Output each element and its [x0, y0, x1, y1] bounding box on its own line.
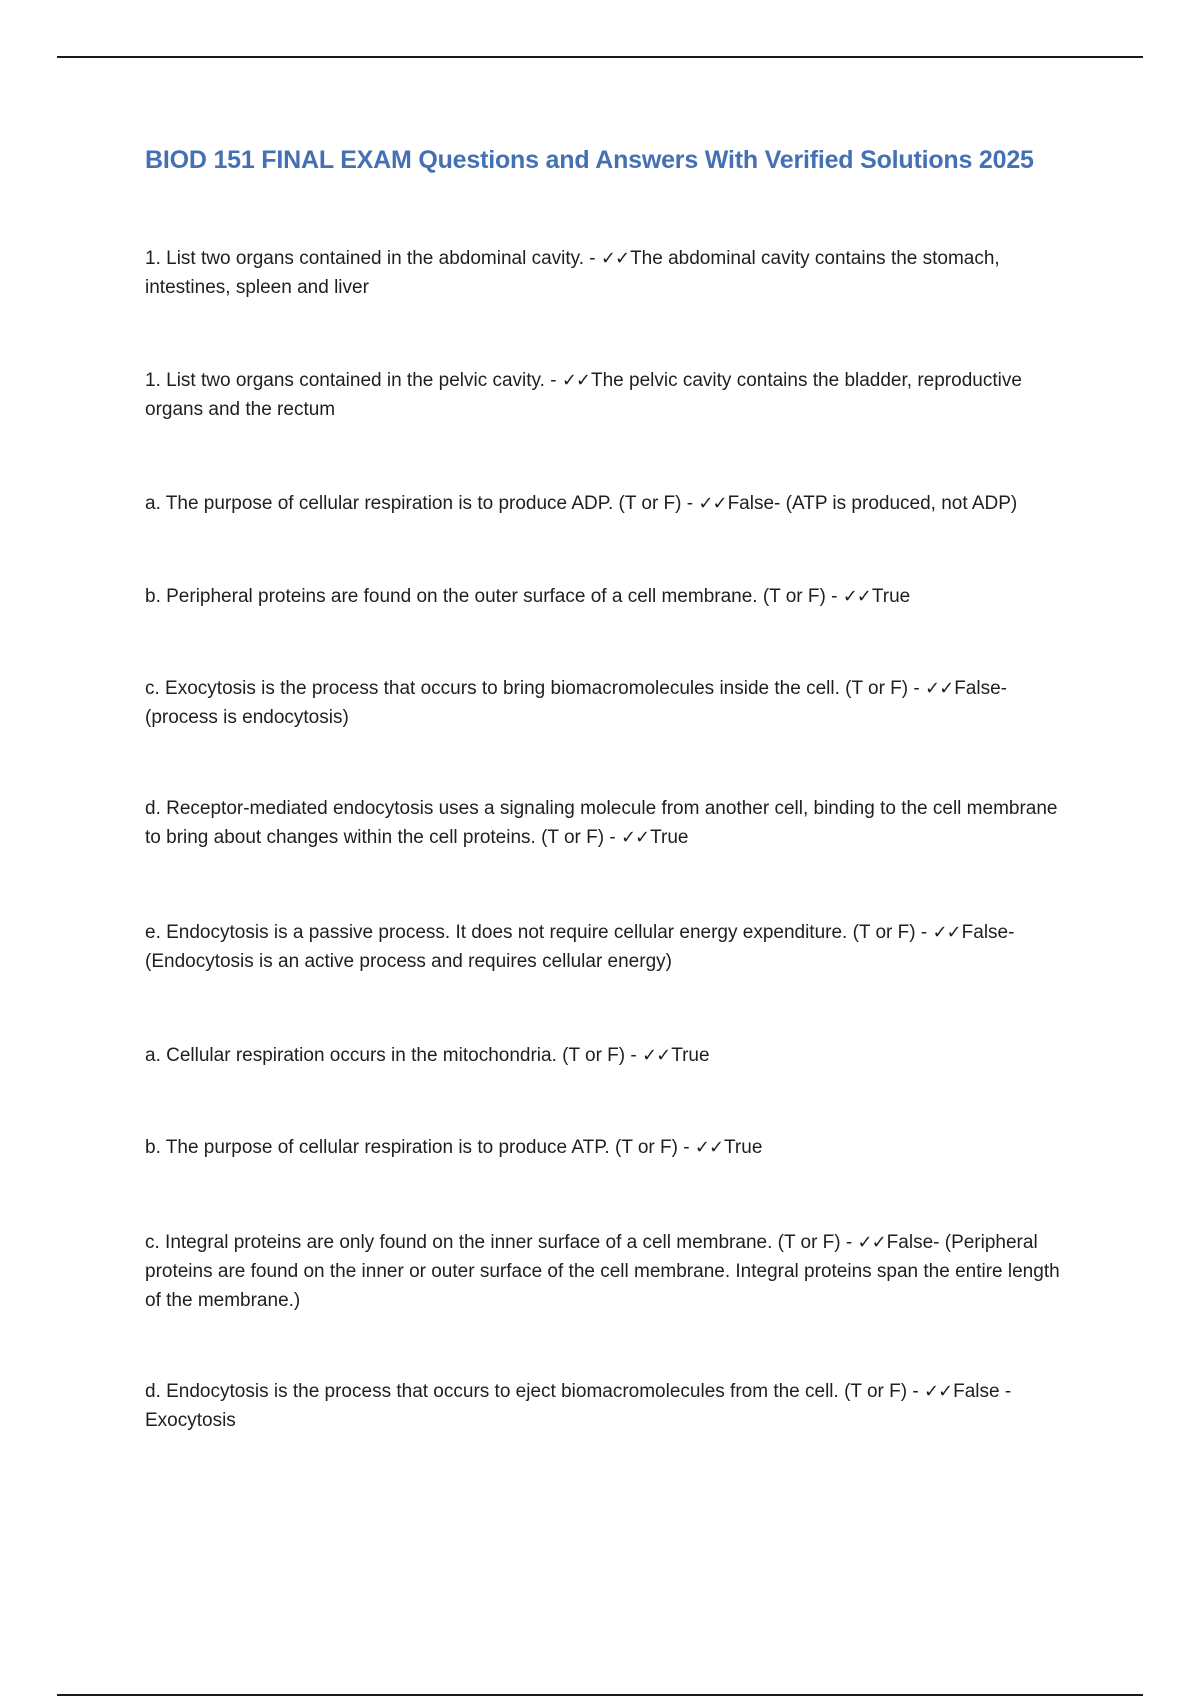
answer-text: True: [871, 586, 911, 607]
question-text: b. Peripheral proteins are found on the outer surface of a cell membrane. (T or F): [145, 586, 826, 607]
answer-text: False- (ATP is produced, not ADP): [727, 493, 1018, 514]
double-check-icon: ✓✓: [842, 586, 871, 607]
qa-item-6: [145, 794, 1075, 852]
separator: -: [584, 248, 601, 269]
qa-item-2: [145, 366, 1075, 424]
question-text: d. Endocytosis is the process that occurs to eject biomacromolecules from the cell. (T or F): [145, 1381, 908, 1402]
question-text: 1. List two organs contained in the abdominal cavity.: [145, 248, 585, 269]
separator: -: [915, 922, 933, 943]
qa-item-4: [145, 582, 1075, 611]
answer-text: True: [671, 1045, 710, 1066]
double-check-icon: ✓✓: [925, 678, 954, 699]
qa-item-8: [145, 1041, 1075, 1070]
separator: -: [604, 827, 621, 848]
answer-text: False- (Peripheral proteins are found on the inner or outer surface of the cell membrane. Integral proteins span the entire length of the membrane.): [145, 1232, 1060, 1311]
separator: -: [908, 678, 926, 699]
qa-item-7: [145, 918, 1075, 976]
qa-item-11: [145, 1377, 1075, 1435]
separator: -: [825, 586, 843, 607]
double-check-icon: ✓✓: [561, 370, 590, 391]
answer-text: False- (Endocytosis is an active process and requires cellular energy): [145, 922, 1015, 972]
qa-item-5: [145, 674, 1075, 732]
double-check-icon: ✓✓: [620, 827, 650, 848]
separator: -: [681, 493, 699, 514]
double-check-icon: ✓✓: [923, 1381, 953, 1402]
question-text: a. Cellular respiration occurs in the mitochondria. (T or F): [145, 1045, 626, 1066]
double-check-icon: ✓✓: [694, 1137, 724, 1158]
question-text: e. Endocytosis is a passive process. It does not require cellular energy expenditure. (T or F): [145, 922, 916, 943]
question-text: c. Integral proteins are only found on the inner surface of a cell membrane. (T or F): [145, 1232, 841, 1253]
answer-text: The pelvic cavity contains the bladder, reproductive organs and the rectum: [145, 370, 1022, 420]
answer-text: True: [650, 827, 689, 848]
separator: -: [625, 1045, 643, 1066]
qa-item-1: [145, 244, 1075, 302]
answer-text: The abdominal cavity contains the stomach, intestines, spleen and liver: [145, 248, 1000, 298]
answer-text: True: [724, 1137, 763, 1158]
footer-rule: [57, 1694, 1143, 1696]
qa-item-9: [145, 1133, 1075, 1162]
question-text: 1. List two organs contained in the pelvic cavity.: [145, 370, 545, 391]
question-text: a. The purpose of cellular respiration is to produce ADP. (T or F): [145, 493, 682, 514]
double-check-icon: ✓✓: [642, 1045, 671, 1066]
double-check-icon: ✓✓: [857, 1232, 886, 1253]
separator: -: [840, 1232, 858, 1253]
header-rule: [57, 56, 1143, 58]
question-text: c. Exocytosis is the process that occurs to bring biomacromolecules inside the cell. (T or F): [145, 678, 909, 699]
question-text: d. Receptor-mediated endocytosis uses a signaling molecule from another cell, binding to the cell membrane to bring about changes within the cell proteins. (T or F): [145, 798, 1058, 848]
answer-text: False- (process is endocytosis): [145, 678, 1007, 728]
separator: -: [544, 370, 562, 391]
qa-item-10: [145, 1228, 1075, 1315]
document-title: BIOD 151 FINAL EXAM Questions and Answers With Verified Solutions 2025: [145, 146, 1034, 174]
separator: -: [677, 1137, 695, 1158]
qa-item-3: [145, 489, 1075, 518]
question-text: b. The purpose of cellular respiration is to produce ATP. (T or F): [145, 1137, 678, 1158]
double-check-icon: ✓✓: [600, 248, 630, 269]
double-check-icon: ✓✓: [698, 493, 727, 514]
separator: -: [907, 1381, 924, 1402]
answer-text: False - Exocytosis: [145, 1381, 1012, 1431]
double-check-icon: ✓✓: [932, 922, 961, 943]
